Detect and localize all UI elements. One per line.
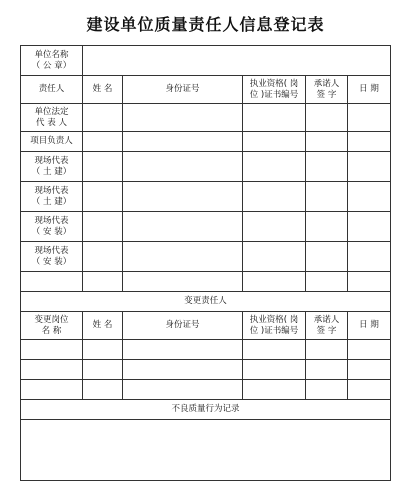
name-header: 姓 名	[83, 312, 123, 340]
role-row-site-rep-install-1	[21, 212, 391, 242]
name-cell[interactable]	[83, 340, 123, 360]
change-row	[21, 380, 391, 400]
role-row-project-leader	[21, 132, 391, 152]
role-row-site-rep-civil-1	[21, 152, 391, 182]
id-number-cell[interactable]	[123, 340, 243, 360]
change-header-row	[21, 312, 391, 340]
qualification-cell[interactable]	[243, 242, 306, 272]
qualification-cell[interactable]	[243, 360, 306, 380]
date-cell[interactable]	[348, 132, 391, 152]
role-label: 单位法定 代 表 人	[21, 104, 83, 132]
date-cell[interactable]	[348, 152, 391, 182]
signature-cell[interactable]	[306, 380, 348, 400]
changed-post-cell[interactable]	[21, 380, 83, 400]
signature-cell[interactable]	[306, 212, 348, 242]
name-cell[interactable]	[83, 242, 123, 272]
bad-behavior-record-area[interactable]	[21, 420, 391, 481]
id-number-header: 身份证号	[123, 312, 243, 340]
id-number-cell[interactable]	[123, 132, 243, 152]
qualification-cell[interactable]	[243, 340, 306, 360]
unit-name-field[interactable]	[83, 46, 391, 76]
id-number-cell[interactable]	[123, 104, 243, 132]
qualification-cell[interactable]	[243, 380, 306, 400]
blank-cell[interactable]	[243, 272, 306, 292]
name-cell[interactable]	[83, 132, 123, 152]
registration-form	[20, 45, 390, 481]
signature-cell[interactable]	[306, 104, 348, 132]
blank-cell[interactable]	[306, 272, 348, 292]
changed-post-cell[interactable]	[21, 360, 83, 380]
signature-cell[interactable]	[306, 182, 348, 212]
date-cell[interactable]	[348, 104, 391, 132]
signature-cell[interactable]	[306, 242, 348, 272]
qualification-header: 执业资格( 岗 位 )证书编号	[243, 76, 306, 104]
change-row	[21, 340, 391, 360]
id-number-cell[interactable]	[123, 242, 243, 272]
date-header: 日 期	[348, 76, 391, 104]
registration-table	[20, 45, 391, 481]
unit-name-label: 单位名称 （ 公 章）	[21, 46, 83, 76]
id-number-cell[interactable]	[123, 212, 243, 242]
changed-post-cell[interactable]	[21, 340, 83, 360]
blank-row	[21, 272, 391, 292]
signature-cell[interactable]	[306, 132, 348, 152]
blank-cell[interactable]	[21, 272, 83, 292]
bad-behavior-section-title: 不良质量行为记录	[21, 400, 391, 420]
qualification-cell[interactable]	[243, 152, 306, 182]
responsible-header-row	[21, 76, 391, 104]
signature-cell[interactable]	[306, 152, 348, 182]
id-number-cell[interactable]	[123, 182, 243, 212]
role-row-legal-rep	[21, 104, 391, 132]
form-title: 建设单位质量责任人信息登记表	[86, 15, 325, 34]
bad-behavior-record-row	[21, 420, 391, 481]
date-cell[interactable]	[348, 182, 391, 212]
change-row	[21, 360, 391, 380]
name-cell[interactable]	[83, 212, 123, 242]
role-row-site-rep-civil-2	[21, 182, 391, 212]
role-label: 现场代表 （ 安 装）	[21, 242, 83, 272]
blank-cell[interactable]	[83, 272, 123, 292]
qualification-cell[interactable]	[243, 132, 306, 152]
date-cell[interactable]	[348, 360, 391, 380]
role-row-site-rep-install-2	[21, 242, 391, 272]
role-label: 现场代表 （ 土 建）	[21, 182, 83, 212]
change-section-title: 变更责任人	[21, 292, 391, 312]
name-cell[interactable]	[83, 380, 123, 400]
change-section-row	[21, 292, 391, 312]
qualification-cell[interactable]	[243, 104, 306, 132]
blank-cell[interactable]	[123, 272, 243, 292]
role-label: 现场代表 （ 安 装）	[21, 212, 83, 242]
date-cell[interactable]	[348, 340, 391, 360]
qualification-cell[interactable]	[243, 212, 306, 242]
unit-name-row	[21, 46, 391, 76]
qualification-header: 执业资格( 岗 位 )证书编号	[243, 312, 306, 340]
role-label: 现场代表 （ 土 建）	[21, 152, 83, 182]
id-number-cell[interactable]	[123, 152, 243, 182]
name-header: 姓 名	[83, 76, 123, 104]
date-cell[interactable]	[348, 380, 391, 400]
name-cell[interactable]	[83, 104, 123, 132]
name-cell[interactable]	[83, 360, 123, 380]
date-header: 日 期	[348, 312, 391, 340]
date-cell[interactable]	[348, 242, 391, 272]
id-number-header: 身份证号	[123, 76, 243, 104]
changed-post-header: 变更岗位 名 称	[21, 312, 83, 340]
signature-cell[interactable]	[306, 340, 348, 360]
date-cell[interactable]	[348, 212, 391, 242]
id-number-cell[interactable]	[123, 360, 243, 380]
bad-behavior-section-row	[21, 400, 391, 420]
blank-cell[interactable]	[348, 272, 391, 292]
role-label: 项目负责人	[21, 132, 83, 152]
id-number-cell[interactable]	[123, 380, 243, 400]
signature-cell[interactable]	[306, 360, 348, 380]
promisor-signature-header: 承诺人 签 字	[306, 312, 348, 340]
responsible-header: 责任人	[21, 76, 83, 104]
qualification-cell[interactable]	[243, 182, 306, 212]
name-cell[interactable]	[83, 182, 123, 212]
name-cell[interactable]	[83, 152, 123, 182]
promisor-signature-header: 承诺人 签 字	[306, 76, 348, 104]
